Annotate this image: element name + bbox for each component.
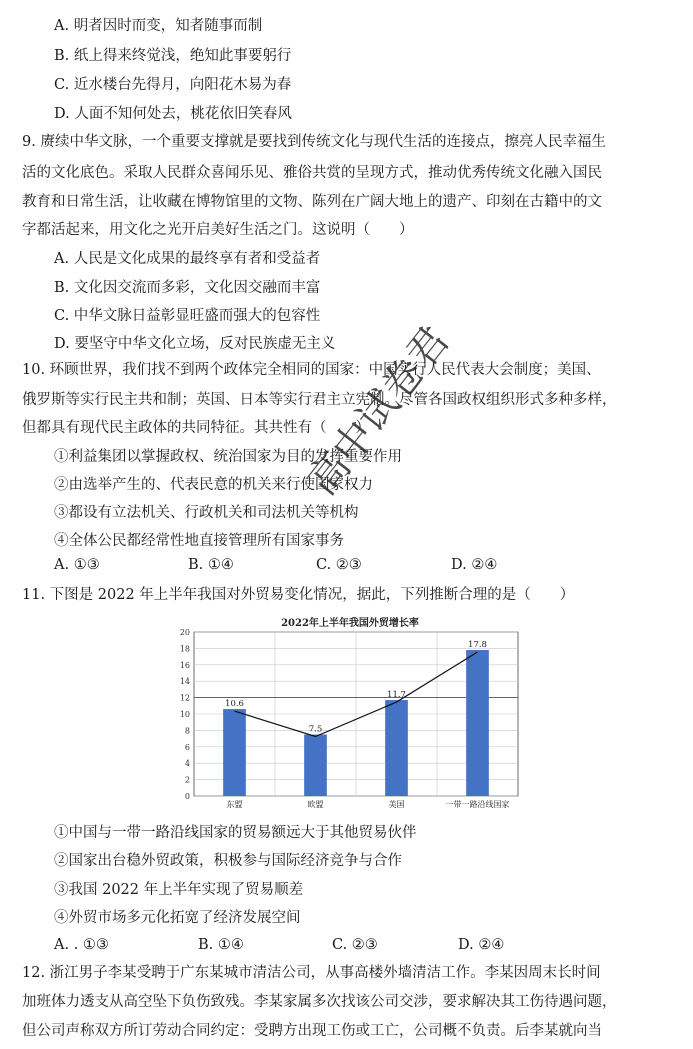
watermark: 高中试卷君 (299, 317, 459, 504)
q12-stem-line-1: 12. 浙江男子李某受聘于广东某城市清洁公司，从事高楼外墙清洁工作。李某因周末长时间 (22, 965, 601, 981)
q11-stem: 11. 下图是 2022 年上半年我国对外贸易变化情况，据此，下列推断合理的是（ ） (22, 587, 575, 603)
q8-option-d: D. 人面不知何处去，桃花依旧笑春风 (54, 106, 292, 122)
q10-stem-line-3: 但都具有现代民主政体的共同特征。其共性有（ ） (22, 420, 370, 436)
chart-bar (304, 735, 327, 797)
trade-growth-chart (170, 612, 530, 812)
chart-x-tick-label: 一带一路沿线国家 (445, 800, 510, 809)
chart-title: 2022年上半年我国外贸增长率 (281, 618, 419, 629)
q11-statement-1: ①中国与一带一路沿线国家的贸易额远大于其他贸易伙伴 (54, 825, 417, 841)
chart-data-label: 10.6 (225, 699, 244, 710)
q10-statement-1: ①利益集团以掌握政权、统治国家为目的发挥重要作用 (54, 449, 402, 465)
chart-x-tick-label: 美国 (388, 800, 405, 809)
q10-stem-line-1: 10. 环顾世界，我们找不到两个政体完全相同的国家：中国实行人民代表大会制度；美国、 (22, 362, 601, 378)
q10-statement-2: ②由选举产生的、代表民意的机关来行使国家权力 (54, 477, 373, 493)
chart-y-tick-labels (180, 628, 190, 801)
q11-statement-4: ④外贸市场多元化拓宽了经济发展空间 (54, 910, 301, 926)
chart-bar (466, 650, 489, 796)
chart-y-tick-label: 14 (179, 677, 190, 687)
chart-y-tick-label: 0 (184, 792, 190, 801)
q11-choice-c: C. ②③ (332, 937, 378, 953)
q11-choice-b: B. ①④ (198, 937, 244, 953)
q10-stem-line-2: 俄罗斯等实行民主共和制；英国、日本等实行君主立宪制。尽管各国政权组织形式多种多样， (22, 392, 617, 408)
chart-y-tick-label: 8 (184, 726, 190, 736)
q9-option-d: D. 要坚守中华文化立场，反对民族虚无主义 (54, 336, 336, 352)
q11-statement-2: ②国家出台稳外贸政策，积极参与国际经济竞争与合作 (54, 853, 402, 869)
chart-x-tick-labels (227, 799, 510, 809)
q9-option-c: C. 中华文脉日益彰显旺盛而强大的包容性 (54, 308, 321, 324)
q9-stem-line-3: 教育和日常生活，让收藏在博物馆里的文物、陈列在广阔大地上的遗产、印刻在古籍中的文 (22, 194, 602, 210)
q9-stem-line-4: 字都活起来，用文化之光开启美好生活之门。这说明（ ） (22, 222, 414, 238)
q10-statement-4: ④全体公民都经常性地直接管理所有国家事务 (54, 533, 344, 549)
q12-stem-line-2: 加班体力透支从高空坠下负伤致残。李某家属多次找该公司交涉，要求解决其工伤待遇问题， (22, 994, 617, 1010)
chart-y-tick-label: 10 (179, 710, 190, 719)
chart-y-tick-label: 2 (184, 775, 190, 785)
q8-option-a: A. 明者因时而变，知者随事而制 (54, 18, 263, 34)
q10-choice-b: B. ①④ (188, 557, 234, 573)
chart-x-tick-label: 欧盟 (307, 800, 324, 809)
chart-y-tick-label: 16 (179, 660, 190, 670)
q11-choice-d: D. ②④ (458, 937, 505, 953)
chart-y-tick-label: 12 (179, 693, 190, 703)
chart-bar (223, 709, 246, 796)
q9-stem-line-2: 活的文化底色。采取人民群众喜闻乐见、雅俗共赏的呈现方式，推动优秀传统文化融入国民 (22, 165, 602, 181)
q10-choice-c: C. ②③ (316, 557, 362, 573)
q8-option-c: C. 近水楼台先得月，向阳花木易为春 (54, 77, 292, 93)
chart-y-tick-label: 6 (184, 742, 190, 752)
q9-option-b: B. 文化因交流而多彩，文化因交融而丰富 (54, 280, 321, 296)
chart-bar (385, 700, 408, 796)
chart-y-tick-label: 20 (179, 628, 190, 637)
chart-data-label: 17.8 (468, 640, 487, 651)
chart-y-tick-label: 4 (184, 759, 190, 769)
q11-choice-a: A. . ①③ (54, 937, 109, 953)
chart-x-tick-label: 东盟 (226, 800, 243, 809)
chart-y-tick-label: 18 (179, 644, 190, 654)
q9-option-a: A. 人民是文化成果的最终享有者和受益者 (54, 251, 321, 267)
chart-data-label: 7.5 (308, 724, 323, 735)
chart-data-label: 11.7 (387, 690, 406, 701)
q10-statement-3: ③都设有立法机关、行政机关和司法机关等机构 (54, 505, 359, 521)
q10-choice-a: A. ①③ (54, 557, 100, 573)
q9-stem-line-1: 9. 赓续中华文脉，一个重要支撑就是要找到传统文化与现代生活的连接点，擦亮人民幸福生 (22, 134, 606, 150)
q11-statement-3: ③我国 2022 年上半年实现了贸易顺差 (54, 882, 304, 898)
q8-option-b: B. 纸上得来终觉浅，绝知此事要躬行 (54, 48, 292, 64)
q10-choice-d: D. ②④ (451, 557, 498, 573)
q12-stem-line-3: 但公司声称双方所订劳动合同约定：受聘方出现工伤或工亡，公司概不负责。后李某就向当 (22, 1023, 602, 1039)
